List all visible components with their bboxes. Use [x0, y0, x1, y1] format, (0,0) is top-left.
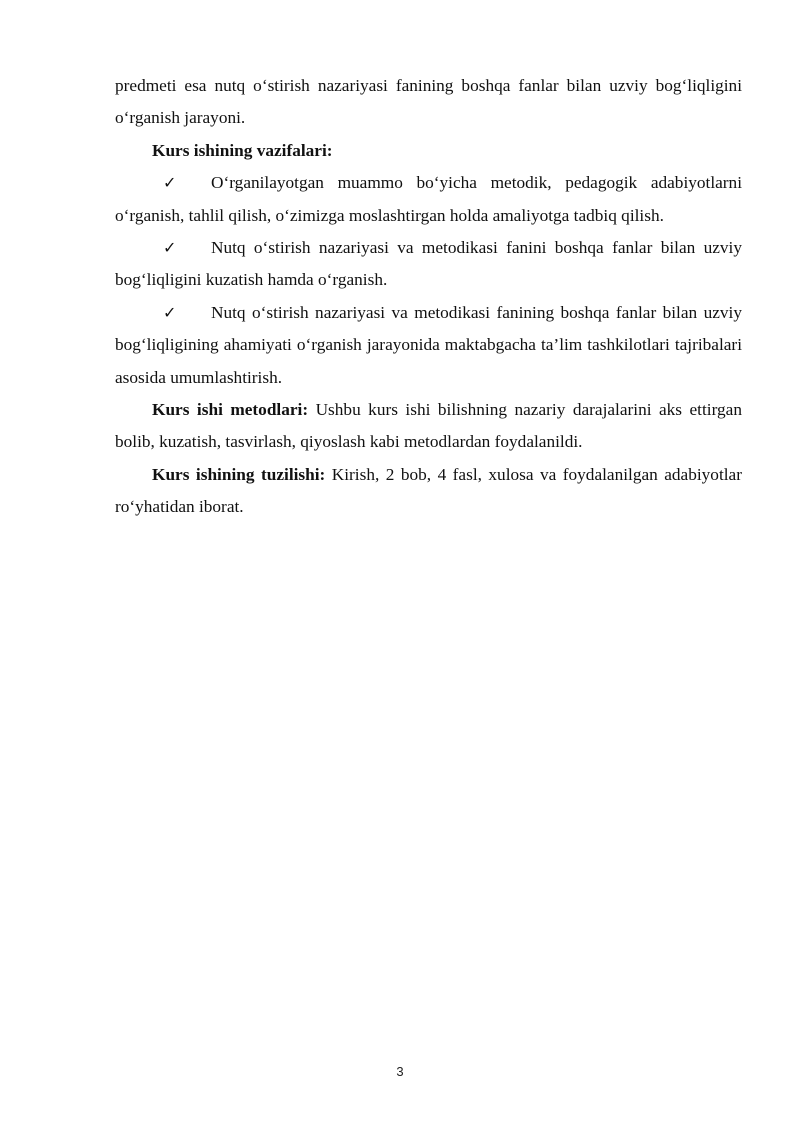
intro-continuation: predmeti esa nutq o‘stirish nazariyasi fanining boshqa fanlar bilan uzviy bog‘liqligini o‘rganish jarayoni. [115, 76, 742, 128]
task-item-3 [115, 297, 742, 394]
task-item-1 [115, 167, 742, 232]
checkmark-icon: ✓ [163, 238, 177, 258]
page-number: 3 [396, 1064, 404, 1079]
task-item-text: Nutq o‘stirish nazariyasi va metodikasi fanini boshqa fanlar bilan uzviy bog‘liqligini kuzatish hamda o‘rganish. [115, 238, 742, 290]
structure-text: Kirish, 2 bob, 4 fasl, xulosa va foydalanilgan adabiyotlar ro‘yhatidan iborat. [115, 464, 742, 517]
checkmark-icon: ✓ [163, 302, 177, 322]
task-item-2 [115, 232, 742, 297]
methods-label: Kurs ishi metodlari: [152, 400, 309, 420]
structure-paragraph [115, 459, 742, 524]
methods-text: Ushbu kurs ishi bilishning nazariy darajalarini aks ettirgan bolib, kuzatish, tasvirlash, qiyoslash kabi metodlardan foydalanildi. [115, 400, 742, 452]
page-content [115, 70, 742, 524]
task-item-text: O‘rganilayotgan muammo bo‘yicha metodik, pedagogik adabiyotlarni o‘rganish, tahlil qilish, o‘zimizga moslashtirgan holda amaliyotga tadbiq qilish. [115, 173, 742, 225]
task-item-text: Nutq o‘stirish nazariyasi va metodikasi fanining boshqa fanlar bilan uzviy bog‘liqligining ahamiyati o‘rganish jarayonida maktabgacha ta’lim tashkilotlari tajribalari asosida umumlashtirish. [115, 302, 742, 387]
methods-paragraph [115, 394, 742, 459]
structure-label: Kurs ishining tuzilishi: [152, 464, 326, 484]
tasks-heading: Kurs ishining vazifalari: [152, 140, 333, 160]
checkmark-icon: ✓ [163, 173, 177, 193]
